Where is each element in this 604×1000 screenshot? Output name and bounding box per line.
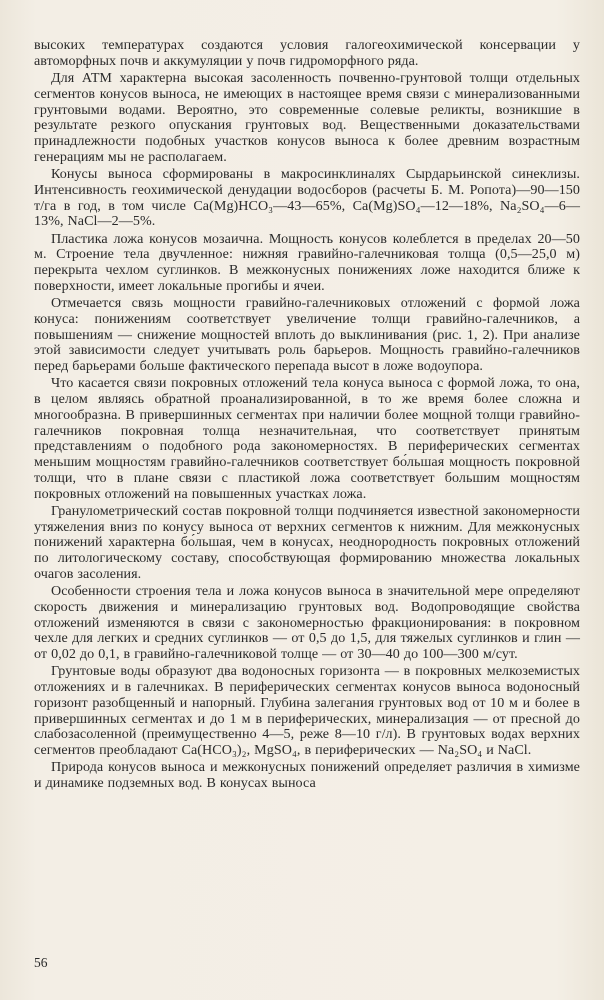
paragraph-3: Конусы выноса сформированы в макросинклиналях Сырдарьинской синеклизы. Интенсивность геохимической денудации водосборов (расчеты Б. М. Ропота)—90—150 т/га в год, в том числе Ca(Mg)HCO₃—43—65%, Ca(Mg)SO₄—12—18%, Na₂SO₄—6—13%, NaCl—2—5%. — [34, 166, 580, 230]
paragraph-9: Грунтовые воды образуют два водоносных горизонта — в покровных мелкоземистых отложениях и в галечниках. В периферических сегментах конусов выноса водоносный горизонт разобщенный и напорный. Глубина залегания грунтовых вод от 10 м и более в привершинных сегментах и до 1 м в периферических, минерализация — от пресной до слабозасоленной (преимущественно 4—5, реже 8—10 г/л). В грунтовых водах верхних сегментов преобладают Ca(HCO₃)₂, MgSO₄, в периферических — Na₂SO₄ и NaCl. — [34, 663, 580, 758]
body-text — [34, 38, 580, 793]
page-number: 56 — [34, 955, 48, 970]
paragraph-1: высоких температурах создаются условия галогеохимической консервации у автоморфных почв и аккумуляции у почв гидроморфного ряда. — [34, 37, 580, 69]
paragraph-5: Отмечается связь мощности гравийно-галечниковых отложений с формой ложа конуса: понижениям соответствует увеличение толщи гравийно-галечников, а повышениям — снижение мощностей вплоть до выклинивания (рис. 1, 2). При анализе этой зависимости следует учитывать роль барьеров. Мощность гравийно-галечников перед барьерами больше фактического перепада высот в ложе водоупора. — [34, 295, 580, 374]
paragraph-4: Пластика ложа конусов мозаична. Мощность конусов колеблется в пределах 20—50 м. Строение тела двучленное: нижняя гравийно-галечниковая толща (0,5—25,0 м) перекрыта чехлом суглинков. В межконусных понижениях ложе находится ближе к поверхности, имеет локальные прогибы и ячеи. — [34, 230, 580, 294]
paragraph-8: Особенности строения тела и ложа конусов выноса в значительной мере определяют скорость движения и минерализацию грунтовых вод. Водопроводящие свойства отложений изменяются в связи с закономерностью фракционирования: в покровном чехле для легких и средних суглинков — от 0,5 до 1,5, для тяжелых суглинков и глин — от 0,02 до 0,1, в гравийно-галечниковой толще — от 30—40 до 100—300 м/сут. — [34, 583, 580, 662]
paragraph-10: Природа конусов выноса и межконусных понижений определяет различия в химизме и динамике подземных вод. В конусах выноса — [34, 759, 580, 791]
paragraph-2: Для АТМ характерна высокая засоленность почвенно-грунтовой толщи отдельных сегментов конусов выноса, не имеющих в настоящее время связи с минерализованными грунтовыми водами. Вероятно, это современные солевые реликты, возникшие в результате резкого опускания грунтовых вод. Вещественными доказательствами принадлежности подобных участков конусов выноса к более древним возрастным генерациям мы не располагаем. — [34, 70, 580, 165]
paragraph-7: Гранулометрический состав покровной толщи подчиняется известной закономерности утяжеления вниз по конусу выноса от верхних сегментов к нижним. Для межконусных понижений характерна бо́льшая, чем в конусах, неоднородность покровных отложений по литологическому составу, способствующая формированию множества локальных очагов засоления. — [34, 502, 580, 582]
paragraph-6: Что касается связи покровных отложений тела конуса выноса с формой ложа, то она, в целом являясь обратной проанализированной, в то же время более сложна и многообразна. В привершинных сегментах при наличии более мощной толщи гравийно-галечников покровная толща незначительная, что соответствует принятым представлениям о подобного рода закономерностях. В периферических сегментах меньшим мощностям гравийно-галечников соответствует бо́льшая мощность покровной толщи, что в плане связи с пластикой ложа соответствует большим мощностям покровных отложений на повышенных участках ложа. — [34, 375, 580, 502]
